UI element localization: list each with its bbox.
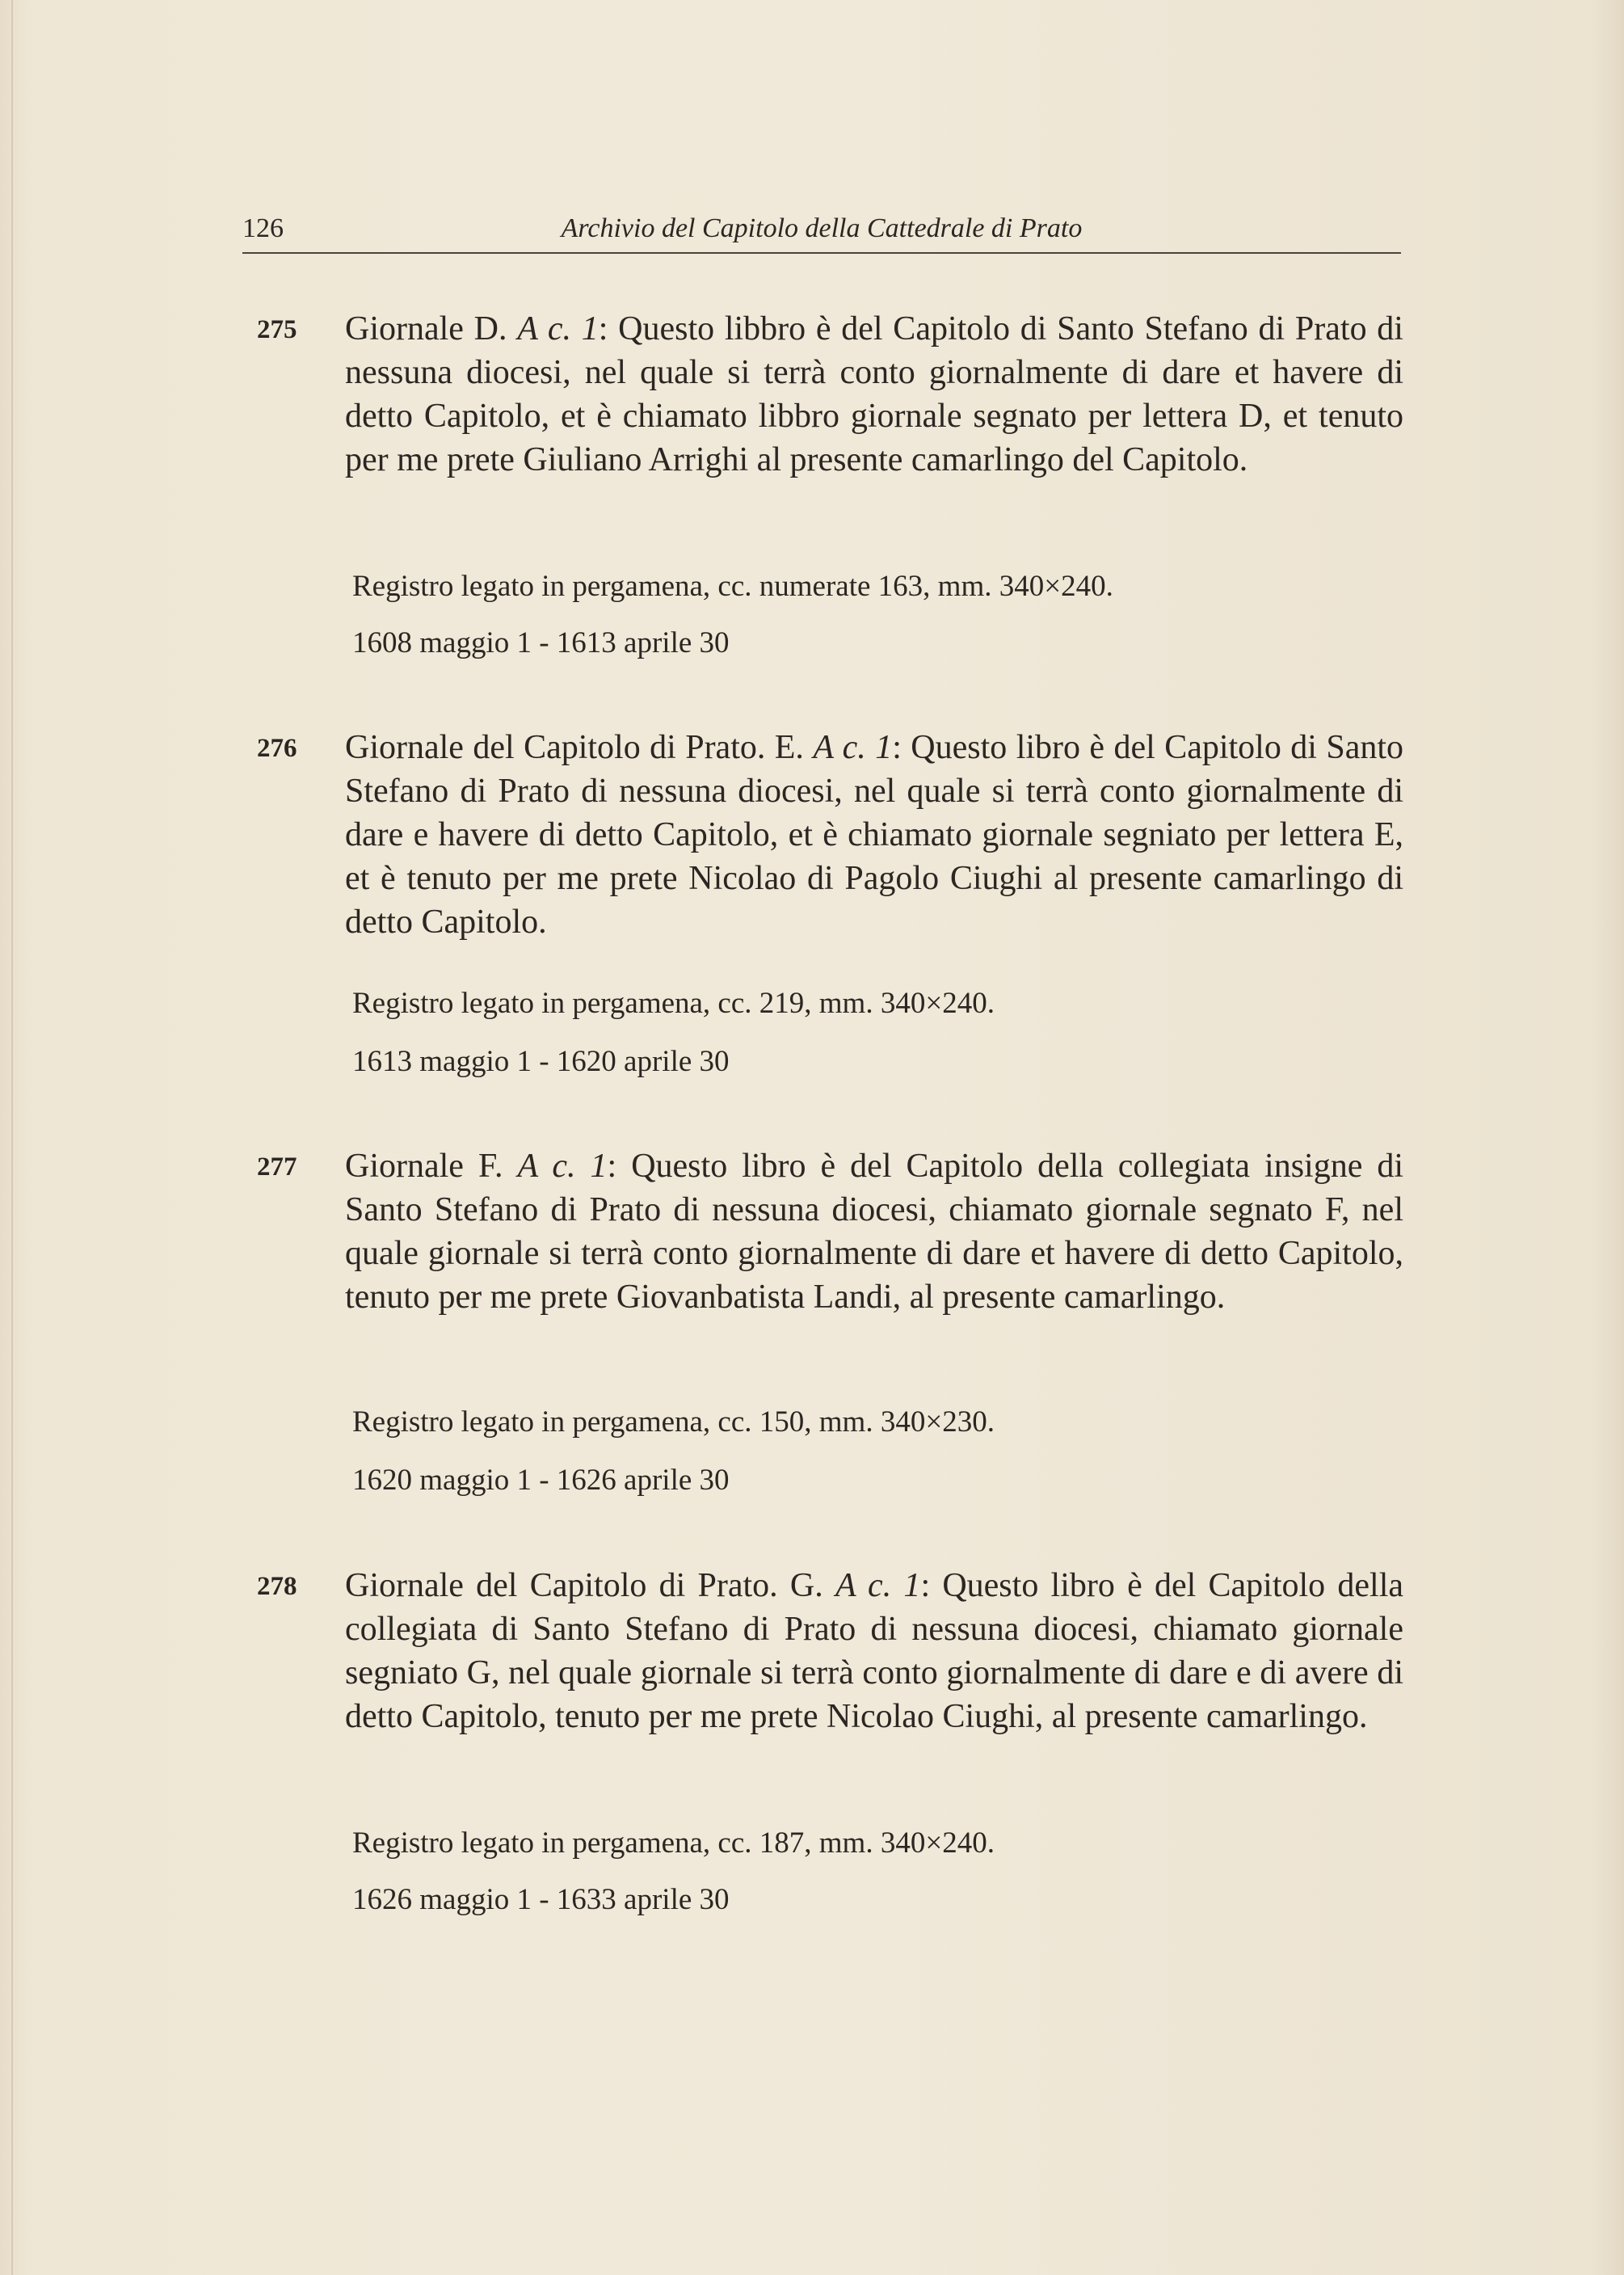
entry-number: 276 [257,734,297,763]
entry-prefix: Giornale F. [345,1148,503,1185]
entry-number: 275 [257,315,297,344]
entry-body: : Questo libro è del Capitolo della collegiata insigne di Santo Stefano di Prato di nessuna diocesi, chiamato giornale segnato F, nel quale giornale si terrà conto giornalmente di dare et havere di detto Capitolo, tenuto per me prete Giovanbatista Landi, al presente camarlingo. [345,1148,1404,1316]
entry-prefix: Giornale del Capitolo di Prato. G. [345,1567,823,1604]
page-gutter [11,0,13,2275]
entry-reference: A c. 1 [517,310,599,348]
entry-description: Registro legato in pergamena, cc. numerate 163, mm. 340×240. [352,570,1113,603]
entry-text [345,726,1403,944]
page-number: 126 [242,213,284,243]
entry-prefix: Giornale D. [345,310,507,348]
running-title: Archivio del Capitolo della Cattedrale di Prato [561,213,1083,243]
entry-reference: A c. 1 [835,1567,921,1604]
entry-reference: A c. 1 [813,729,893,766]
entry-text [345,307,1403,482]
entry-reference: A c. 1 [517,1148,608,1185]
entry-text [345,1564,1403,1738]
entry-description: Registro legato in pergamena, cc. 150, mm. 340×230. [352,1405,995,1439]
entry-description: Registro legato in pergamena, cc. 219, mm. 340×240. [352,987,995,1020]
entry-dates: 1613 maggio 1 - 1620 aprile 30 [352,1045,730,1078]
entry-dates: 1626 maggio 1 - 1633 aprile 30 [352,1883,730,1916]
entry-body: : Questo libro è del Capitolo della collegiata di Santo Stefano di Prato di nessuna diocesi, chiamato giornale segniato G, nel quale giornale si terrà conto giornalmente di dare e di avere di detto Capitolo, tenuto per me prete Nicolao Ciughi, al presente camarlingo. [345,1567,1404,1735]
entry-number: 278 [257,1572,297,1601]
entry-prefix: Giornale del Capitolo di Prato. E. [345,729,804,766]
entry-number: 277 [257,1152,297,1182]
running-header [242,212,1401,254]
entry-body: : Questo libro è del Capitolo di Santo Stefano di Prato di nessuna diocesi, nel quale si terrà conto giornalmente di dare e havere di detto Capitolo, et è chiamato giornale segniato per lettera E, et è tenuto per me prete Nicolao di Pagolo Ciughi al presente camarlingo di detto Capitolo. [345,729,1404,941]
entry-dates: 1620 maggio 1 - 1626 aprile 30 [352,1464,730,1497]
entry-text [345,1144,1403,1319]
entry-body: : Questo libbro è del Capitolo di Santo Stefano di Prato di nessuna diocesi, nel quale si terrà conto giornalmente di dare et havere di detto Capitolo, et è chiamato libbro giornale segnato per lettera D, et tenuto per me prete Giuliano Arrighi al presente camarlingo del Capitolo. [345,310,1403,478]
entry-description: Registro legato in pergamena, cc. 187, mm. 340×240. [352,1826,995,1860]
entry-dates: 1608 maggio 1 - 1613 aprile 30 [352,626,730,659]
